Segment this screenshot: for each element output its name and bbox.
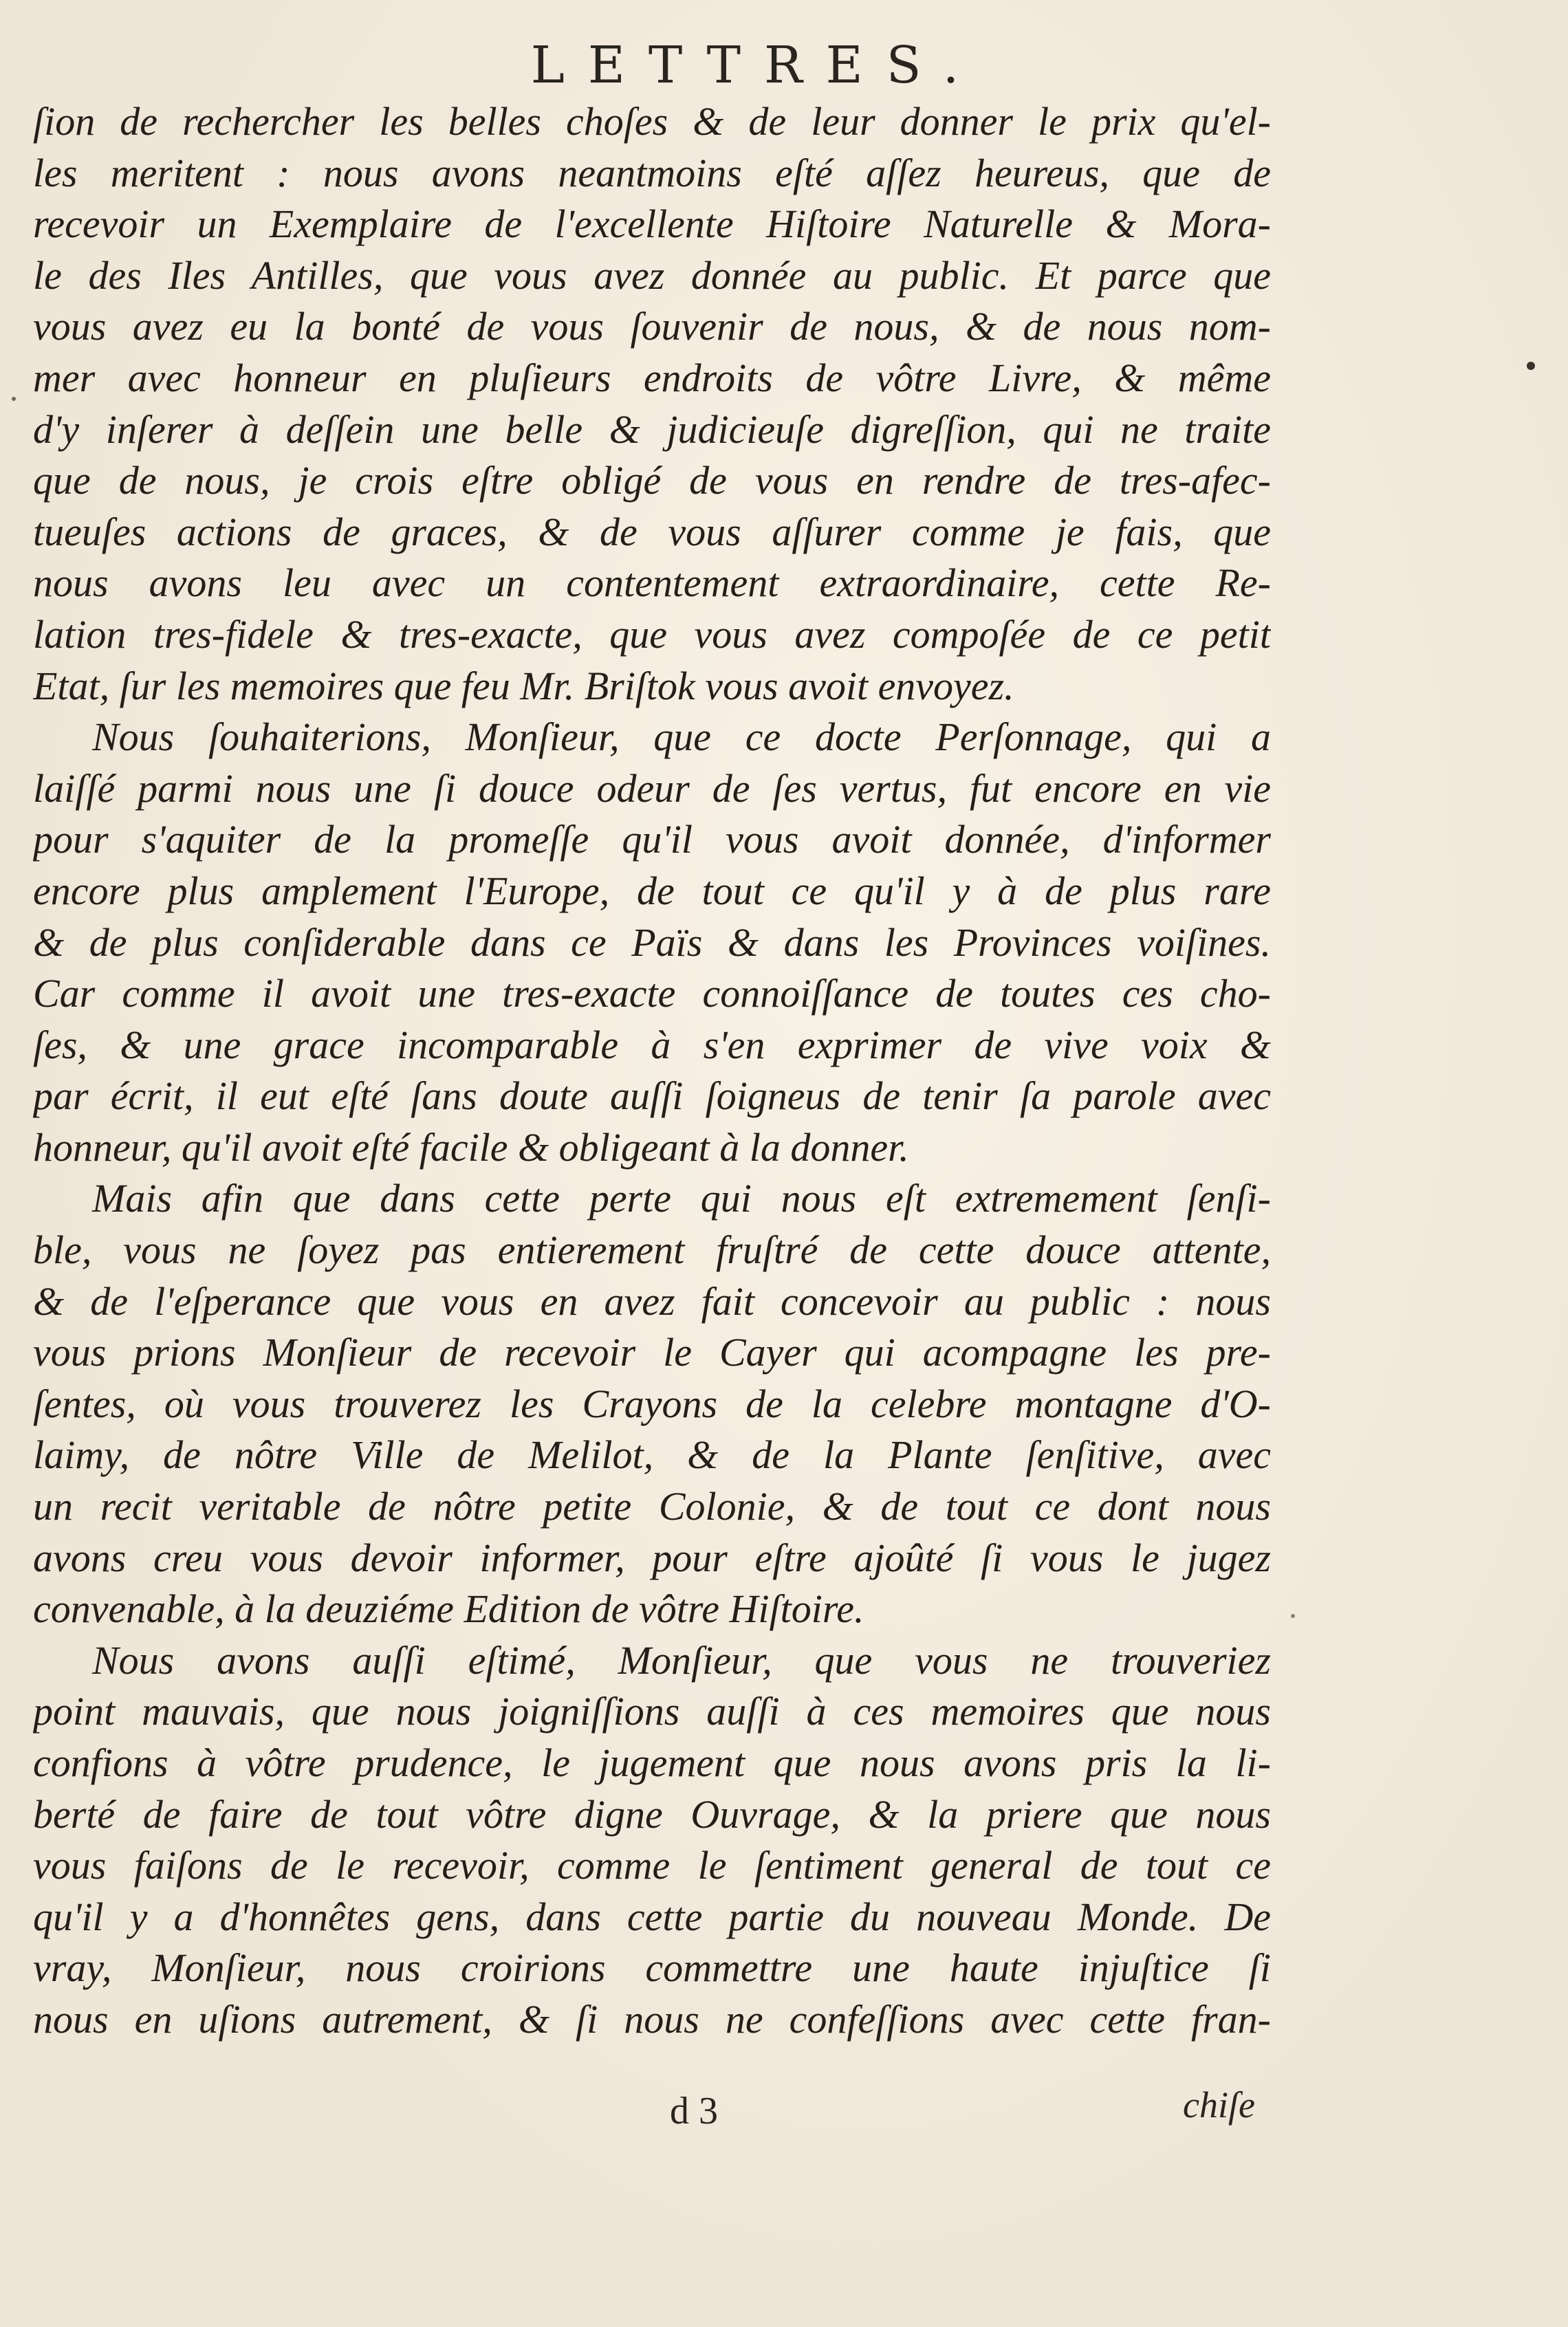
text-line: Etat, ſur les memoires que feu Mr. Briſtok vous avoit envoyez. [33, 663, 1014, 708]
text-line: Mais afin que dans cette perte qui nous eſt extremement ſenſi- [92, 1176, 1271, 1221]
text-line: laimy, de nôtre Ville de Melilot, & de la Plante ſenſitive, avec [33, 1432, 1271, 1478]
text-line: Nous avons auſſi eſtimé, Monſieur, que vous ne trouveriez [92, 1637, 1271, 1683]
text-line: tueuſes actions de graces, & de vous aſſurer comme je fais, que [33, 509, 1271, 554]
text-line: & de l'eſperance que vous en avez fait concevoir au public : nous [33, 1278, 1271, 1324]
body-text [33, 96, 1271, 2046]
text-line: le des Iles Antilles, que vous avez donnée au public. Et parce que [33, 252, 1271, 298]
text-line: ſion de rechercher les belles choſes & de leur donner le prix qu'el- [33, 99, 1271, 144]
catchword: chiſe [1183, 2084, 1255, 2126]
signature-mark: d 3 [670, 2090, 718, 2132]
text-line: laiſſé parmi nous une ſi douce odeur de ſes vertus, fut encore en vie [33, 765, 1271, 811]
text-line: vous faiſons de le recevoir, comme le ſentiment general de tout ce [33, 1843, 1271, 1888]
text-line: ſes, & une grace incomparable à s'en exprimer de vive voix & [33, 1022, 1271, 1067]
text-line: pour s'aquiter de la promeſſe qu'il vous avoit donnée, d'informer [33, 817, 1271, 862]
text-line: berté de faire de tout vôtre digne Ouvrage, & la priere que nous [33, 1791, 1271, 1837]
text-line: mer avec honneur en pluſieurs endroits de vôtre Livre, & même [33, 355, 1271, 400]
text-line: & de plus conſiderable dans ce Païs & dans les Provinces voiſines. [33, 919, 1271, 965]
text-line: confions à vôtre prudence, le jugement que nous avons pris la li- [33, 1740, 1271, 1785]
text-line: d'y inſerer à deſſein une belle & judicieuſe digreſſion, qui ne traite [33, 406, 1271, 452]
text-line: ſentes, où vous trouverez les Crayons de la celebre montagne d'O- [33, 1381, 1271, 1426]
text-line: encore plus amplement l'Europe, de tout ce qu'il y à de plus rare [33, 868, 1271, 913]
text-line: qu'il y a d'honnêtes gens, dans cette partie du nouveau Monde. De [33, 1894, 1271, 1939]
text-line: les meritent : nous avons neantmoins eſté aſſez heureus, que de [33, 150, 1271, 195]
text-line: nous avons leu avec un contentement extraordinaire, cette Re- [33, 560, 1271, 606]
paper-speck [1527, 362, 1535, 370]
text-line: nous en uſions autrement, & ſi nous ne confeſſions avec cette fran- [33, 1996, 1271, 2042]
text-line: Car comme il avoit une tres-exacte connoiſſance de toutes ces cho- [33, 971, 1271, 1016]
text-line: avons creu vous devoir informer, pour eſtre ajoûté ſi vous le jugez [33, 1535, 1271, 1580]
text-line: par écrit, il eut eſté ſans doute auſſi ſoigneus de tenir ſa parole avec [33, 1073, 1271, 1119]
paper-speck [1291, 1614, 1295, 1618]
text-line: convenable, à la deuziéme Edition de vôtre Hiſtoire. [33, 1586, 864, 1632]
text-line: vray, Monſieur, nous croirions commettre une haute injuſtice ſi [33, 1945, 1271, 1991]
text-line: vous prions Monſieur de recevoir le Cayer qui acompagne les pre- [33, 1330, 1271, 1375]
text-line: recevoir un Exemplaire de l'excellente Hiſtoire Naturelle & Mora- [33, 201, 1271, 247]
paper-speck [12, 397, 16, 401]
text-line: vous avez eu la bonté de vous ſouvenir de nous, & de nous nom- [33, 304, 1271, 349]
running-head [0, 36, 1568, 95]
text-line: Nous ſouhaiterions, Monſieur, que ce docte Perſonnage, qui a [92, 714, 1271, 760]
text-line: un recit veritable de nôtre petite Colonie, & de tout ce dont nous [33, 1484, 1271, 1529]
text-line: lation tres-fidele & tres-exacte, que vous avez compoſée de ce petit [33, 611, 1271, 657]
running-head-text: LETTRES. [530, 36, 983, 95]
text-line: point mauvais, que nous joigniſſions auſſi à ces memoires que nous [33, 1689, 1271, 1734]
text-line: honneur, qu'il avoit eſté facile & obligeant à la donner. [33, 1124, 909, 1170]
text-line: ble, vous ne ſoyez pas entierement fruſtré de cette douce attente, [33, 1227, 1271, 1273]
text-line: que de nous, je crois eſtre obligé de vous en rendre de tres-afec- [33, 458, 1271, 503]
